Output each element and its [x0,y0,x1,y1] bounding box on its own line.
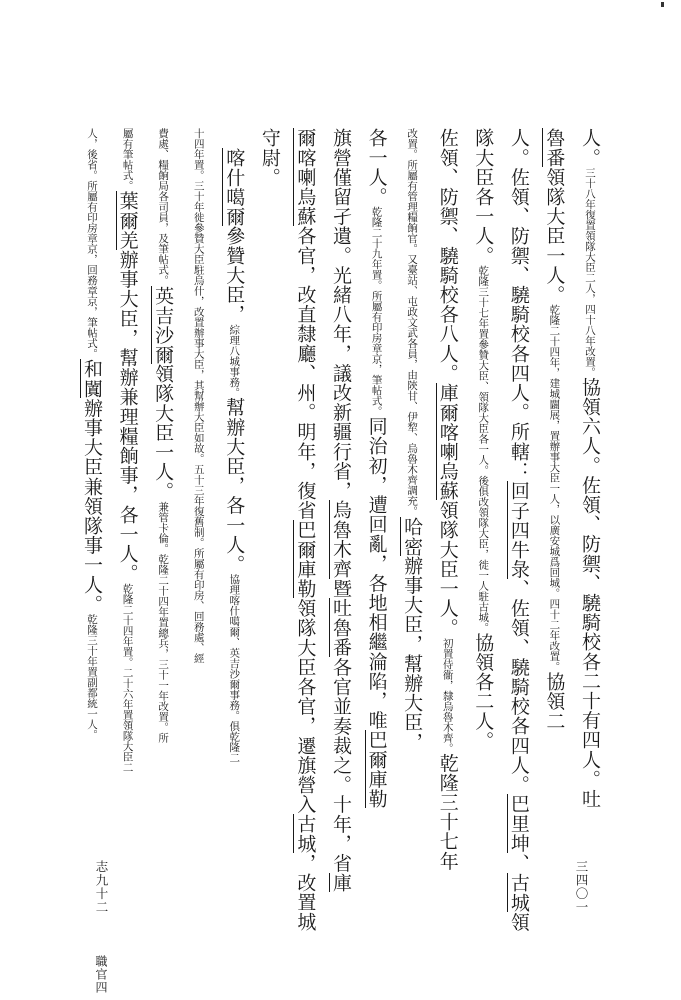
text-run: 、佐領、驍騎校各四人。 [507,578,530,795]
text-run: 領隊大臣一人。 [152,363,175,502]
text-column [151,128,175,848]
annotation-note: 三十八年復置領隊大臣二人，四十八年改置。 [584,167,596,378]
annotation-note: 協理喀什噶爾、英吉沙爾事務。俱乾隆二 [228,573,241,763]
text-run: 人。 [579,128,601,168]
place-name: 回子四牛彔 [507,480,530,579]
top-margin-mark [661,2,664,7]
text-run: 暨 [330,578,352,599]
text-column [365,128,389,848]
annotation-note: 人，後省。所屬有印房章京，回務章京，筆帖式。 [86,128,98,359]
text-column [187,128,211,848]
place-name: 葉爾羌 [116,191,139,250]
text-column [222,128,246,848]
text-run [223,128,245,148]
place-name: 喀什噶爾 [223,147,246,227]
text-run: ，改置城 [294,853,317,932]
annotation-note: 乾隆二十九年置。所屬有印房章京，筆帖式。 [370,206,383,417]
text-run: 辦事大臣兼領隊事一人。 [81,398,103,614]
annotation-note: 初置侍衞，隸烏魯木齊。 [441,637,454,754]
text-column [542,128,566,848]
footer-page-number: 三四〇一 [574,860,589,914]
text-run: 同治初，遭回亂，各地相繼淪陷，唯 [365,416,388,731]
text-run: 領隊大臣各官，遷旗營入 [294,598,317,815]
text-run: 領隊大臣一人。 [436,500,459,638]
place-name: 烏魯木齊 [330,500,352,579]
place-name: 庫爾喀喇烏蘇 [436,382,459,501]
text-run: 乾隆三十七年 [436,753,459,871]
text-column [400,128,424,848]
place-name: 和闐 [81,359,103,399]
place-name: 庫 [330,872,352,893]
text-column [293,128,317,932]
text-column [80,128,104,848]
text-run: 協領各二人。 [472,632,495,751]
place-name: 爾喀喇烏蘇 [294,128,317,226]
text-run: 領 [507,912,530,932]
annotation-note: 屬有筆帖式。 [121,128,134,191]
annotation-note: 乾隆二十四年置總兵，三十一年改置。所 [157,553,170,743]
annotation-note: 兼管卡倫。 [157,501,170,554]
place-name: 巴爾庫勒 [365,730,388,809]
text-column [436,128,460,871]
text-column [471,128,495,848]
text-run: 佐領、防禦、驍騎校各八人。 [436,128,459,383]
text-run: 辦事大臣，幫辦兼理糧餉事，各一人。 [116,249,139,584]
text-run: 各官，改直隸廳、州。明年，復省 [294,226,317,520]
place-name: 古城 [294,814,317,854]
place-name: 英吉沙爾 [152,285,175,364]
text-run: 幫辦大臣，各一人。 [223,397,246,574]
footer-chapter: 志九十二 [94,860,109,914]
text-column [116,128,140,848]
text-run: 旗營僅留孑遺。光緒八年，議改新疆行省， [330,128,352,501]
annotation-note: 乾隆三十年置副都統一人。 [86,613,98,740]
place-name: 古城 [507,872,530,913]
text-run: 、 [507,853,530,873]
text-column [578,128,602,848]
place-name: 吐魯番 [330,598,352,658]
annotation-note: 乾隆三十七年置參贊大臣、領隊大臣各一人。後俱改領隊大臣，徙一人駐古城。 [477,265,490,633]
annotation-note: 十四年置。三十年徙參贊大臣駐烏什，改置辦事大臣，其幫辦大臣如故。五十三年復舊制。所屬有印房、回務處、經 [192,128,205,664]
text-column [258,128,282,848]
text-run: 協領六人。佐領、防禦、驍騎校各二十有四人。吐 [579,377,601,809]
text-run: 參贊大臣， [223,226,246,325]
text-run: 協領二 [543,671,566,731]
annotation-note: 費處、糧餉局各司員，及筆帖式。 [157,128,170,286]
place-name: 哈密 [401,516,424,556]
footer-section: 職官四 [94,955,108,994]
text-column [507,128,531,932]
text-run: 隊大臣各一人。 [472,128,495,266]
text-run: 守尉。 [258,128,281,187]
text-column [329,128,353,893]
text-run: 領隊大臣一人。 [543,167,566,305]
annotation-note: 乾隆二十四年，建城闢展，置辦事大臣一人，以廣安城爲回城。四十二年改置。 [548,304,561,672]
annotation-note: 綜理八城事務。 [228,324,241,398]
annotation-note: 改置。所屬有管理糧餉官。又臺站、屯政文武各員，由陝甘、伊犂、烏魯木齊調充。 [406,128,419,517]
annotation-note: 乾隆二十四年置。二十六年置領隊大臣二 [121,583,134,773]
text-run: 人。佐領、防禦、驍騎校各四人。所轄： [507,128,530,481]
place-name: 巴爾庫勒 [294,520,317,599]
place-name: 魯番 [543,128,566,168]
text-run: 辦事大臣，幫辦大臣， [401,555,424,752]
text-run: 各一人。 [365,128,388,207]
text-run: 各官並奏裁之。十年，省 [330,657,352,873]
place-name: 巴里坤 [507,794,530,854]
